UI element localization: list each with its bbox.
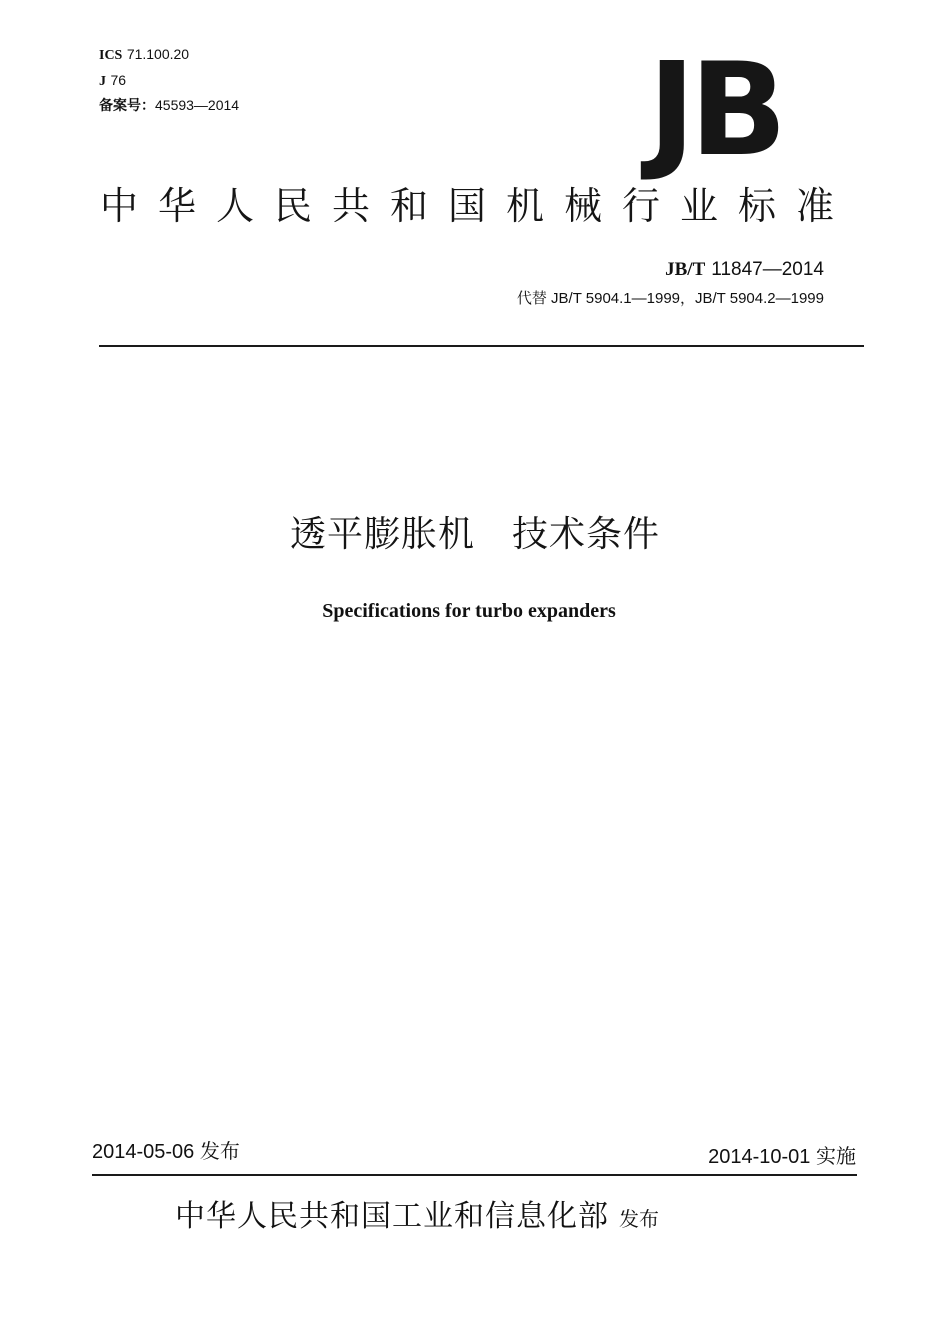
filing-number [99, 96, 239, 115]
bottom-divider [92, 1174, 857, 1176]
ccs-code [99, 71, 126, 91]
ccs-label: J [99, 74, 106, 89]
title-english: Specifications for turbo expanders [322, 600, 616, 622]
issuer-action: 发布 [619, 1207, 659, 1231]
standard-number-prefix: JB/T [665, 259, 706, 280]
implementation-date: 2014-10-01 实施 [708, 1146, 856, 1168]
filing-label: 备案号： [99, 98, 155, 114]
title-chinese: 透平膨胀机 技术条件 [289, 514, 660, 555]
standard-number-value: 11847—2014 [711, 259, 824, 280]
ccs-value: 76 [110, 72, 127, 88]
ics-label: ICS [99, 48, 123, 63]
top-divider [99, 345, 864, 347]
issuer-line [175, 1197, 659, 1239]
issuer-organization: 中华人民共和国工业和信息化部 [175, 1199, 609, 1234]
ics-value: 71.100.20 [126, 46, 190, 62]
issue-date: 2014-05-06 发布 [92, 1141, 240, 1163]
filing-value: 45593—2014 [155, 97, 240, 113]
jb-logo: JB [648, 36, 782, 185]
standard-number [665, 258, 824, 281]
ics-code [99, 45, 189, 65]
standard-type-heading: 中华人民共和国机械行业标准 [100, 184, 855, 228]
replaced-standards: 代替 JB/T 5904.1—1999，JB/T 5904.2—1999 [516, 290, 824, 307]
